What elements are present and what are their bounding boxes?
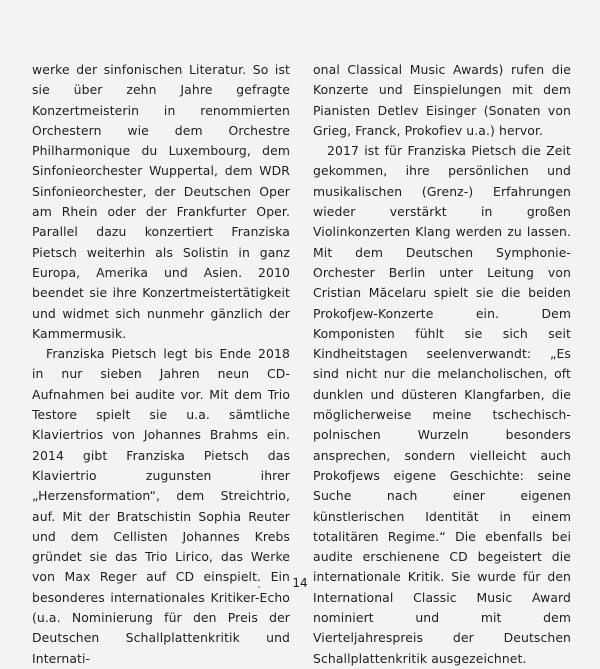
print-speck [258, 586, 260, 588]
paragraph: onal Classical Music Awards) rufen die Konzerte und Einspielungen mit dem Pianisten Detlev Eisinger (Sonaten von Grieg, Franck, Prokofiev u.a.) hervor. [313, 62, 571, 138]
paragraph: Franziska Pietsch legt bis Ende 2018 in nur sieben Jahren neun CD-Aufnahmen bei audite vor. Mit dem Trio Testore spielt sie u.a. sämtliche Klaviertrios von Johannes Brahms ein. 2014 gibt Franziska Pietsch das Klaviertrio zugunsten ihrer „Herzensformation“, dem Streichtrio, auf. Mit der Bratschistin Sophia Reuter und dem Cellisten Johannes Krebs gründet sie das Trio Lirico, das Werke von Max Reger auf CD einspielt. Ein besonderes internationales Kritiker-Echo (u.a. Nominierung für den Preis der Deutschen Schallplattenkritik und Internati- [32, 346, 290, 666]
paragraph: 2017 ist für Franziska Pietsch die Zeit gekommen, ihre persönlichen und musikalischen (Grenz-) Erfahrungen wieder verstärkt in großen Violinkonzerten Klang werden zu lassen. Mit dem Deutschen Symphonie-Orchester Berlin unter Leitung von Cristian Măcelaru spielt sie die beiden Prokofjew-Konzerte ein. Dem Komponisten fühlt sie sich seit Kindheitstagen seelenverwandt: „Es sind nicht nur die melancholischen, oft dunklen und düsteren Klangfarben, die möglicherweise meine tschechisch-polnischen Wurzeln besonders ansprechen, sondern vielleicht auch Prokofjews eigene Geschichte: seine Suche nach einer eigenen künstlerischen Identität in einem totalitären Regime.“ Die ebenfalls bei audite erschienene CD begeistert die internationale Kritik. Sie wurde für den International Classic Music Award nominiert und mit dem Vierteljahrespreis der Deutschen Schallplattenkritik ausgezeichnet. [313, 143, 571, 666]
page-number: 14 [292, 576, 308, 590]
paragraph: werke der sinfonischen Literatur. So ist sie über zehn Jahre gefragte Konzertmeisterin in renommierten Orchestern wie dem Orchestre Philharmonique du Luxembourg, dem Sinfonieorchester Wuppertal, dem WDR Sinfonieorchester, der Deutschen Oper am Rhein oder der Frankfurter Oper. Parallel dazu konzertiert Franziska Pietsch weiterhin als Solistin in ganz Europa, Amerika und Asien. 2010 beendet sie ihre Konzertmeistertätigkeit und widmet sich nunmehr gänzlich der Kammermusik. [32, 62, 290, 341]
